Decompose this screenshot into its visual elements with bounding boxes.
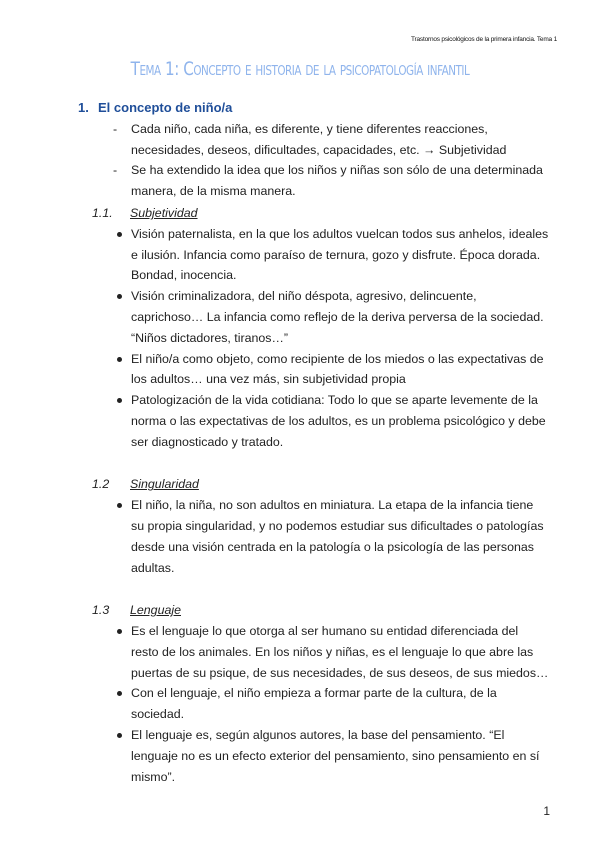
running-header: Trastornos psicológicos de la primera infancia. Tema 1 (411, 36, 557, 43)
bullet-list (0, 495, 600, 578)
page-title: Tema 1: Concepto e historia de la psicopatología infantil (130, 58, 470, 80)
page-number: 1 (543, 804, 550, 818)
subsection-title: Singularidad (130, 477, 199, 492)
list-item: Patologización de la vida cotidiana: Todo lo que se aparte levemente de la norma o las expectativas de los adultos, es un problema psicológico y debe ser diagnosticado y tratado. (131, 390, 549, 452)
list-item: El lenguaje es, según algunos autores, la base del pensamiento. “El lenguaje no es un efecto exterior del pensamiento, sino pensamiento en sí mismo”. (131, 725, 549, 787)
subsection-heading (92, 474, 600, 495)
subsection-title: Subjetividad (130, 205, 198, 220)
list-item: Visión criminalizadora, del niño déspota, agresivo, delincuente, caprichoso… La infancia como reflejo de la deriva perversa de la sociedad. “Niños dictadores, tiranos…” (131, 286, 549, 348)
bullet-list (0, 621, 600, 787)
subsection-heading (92, 600, 600, 621)
section-title: El concepto de niño/a (98, 100, 233, 115)
dash-item: - Se ha extendido la idea que los niños y niñas son sólo de una determinada manera, de la misma manera. (131, 160, 546, 202)
subsection-number: 1.3 (92, 603, 110, 618)
section-heading (78, 98, 600, 119)
list-item: Es el lenguaje lo que otorga al ser humano su entidad diferenciada del resto de los animales. En los niños y niñas, es el lenguaje lo que abre las puertas de su psique, de sus necesidades, de sus deseos, de sus miedos… (131, 621, 549, 683)
dash-item: - Cada niño, cada niña, es diferente, y tiene diferentes reacciones, necesidades, deseos, dificultades, capacidades, etc. → Subjetividad (131, 119, 546, 161)
subsection-title: Lenguaje (130, 603, 181, 618)
list-item: Visión paternalista, en la que los adultos vuelcan todos sus anhelos, ideales e ilusión. Infancia como paraíso de ternura, gozo y disfrute. Época dorada. Bondad, inocencia. (131, 224, 549, 286)
list-item: Con el lenguaje, el niño empieza a formar parte de la cultura, de la sociedad. (131, 683, 549, 725)
subsection-heading (92, 203, 600, 224)
bullet-list (0, 224, 600, 453)
subsection-number: 1.2 (92, 477, 110, 492)
subsection-number: 1.1. (92, 205, 113, 220)
section-number: 1. (78, 100, 89, 115)
list-item: El niño, la niña, no son adultos en miniatura. La etapa de la infancia tiene su propia singularidad, y no podemos estudiar sus dificultades o patologías desde una visión centrada en la patología o la psicología de las personas adultas. (131, 495, 549, 578)
list-item: El niño/a como objeto, como recipiente de los miedos o las expectativas de los adultos… una vez más, sin subjetividad propia (131, 349, 549, 391)
document-body (0, 98, 600, 787)
